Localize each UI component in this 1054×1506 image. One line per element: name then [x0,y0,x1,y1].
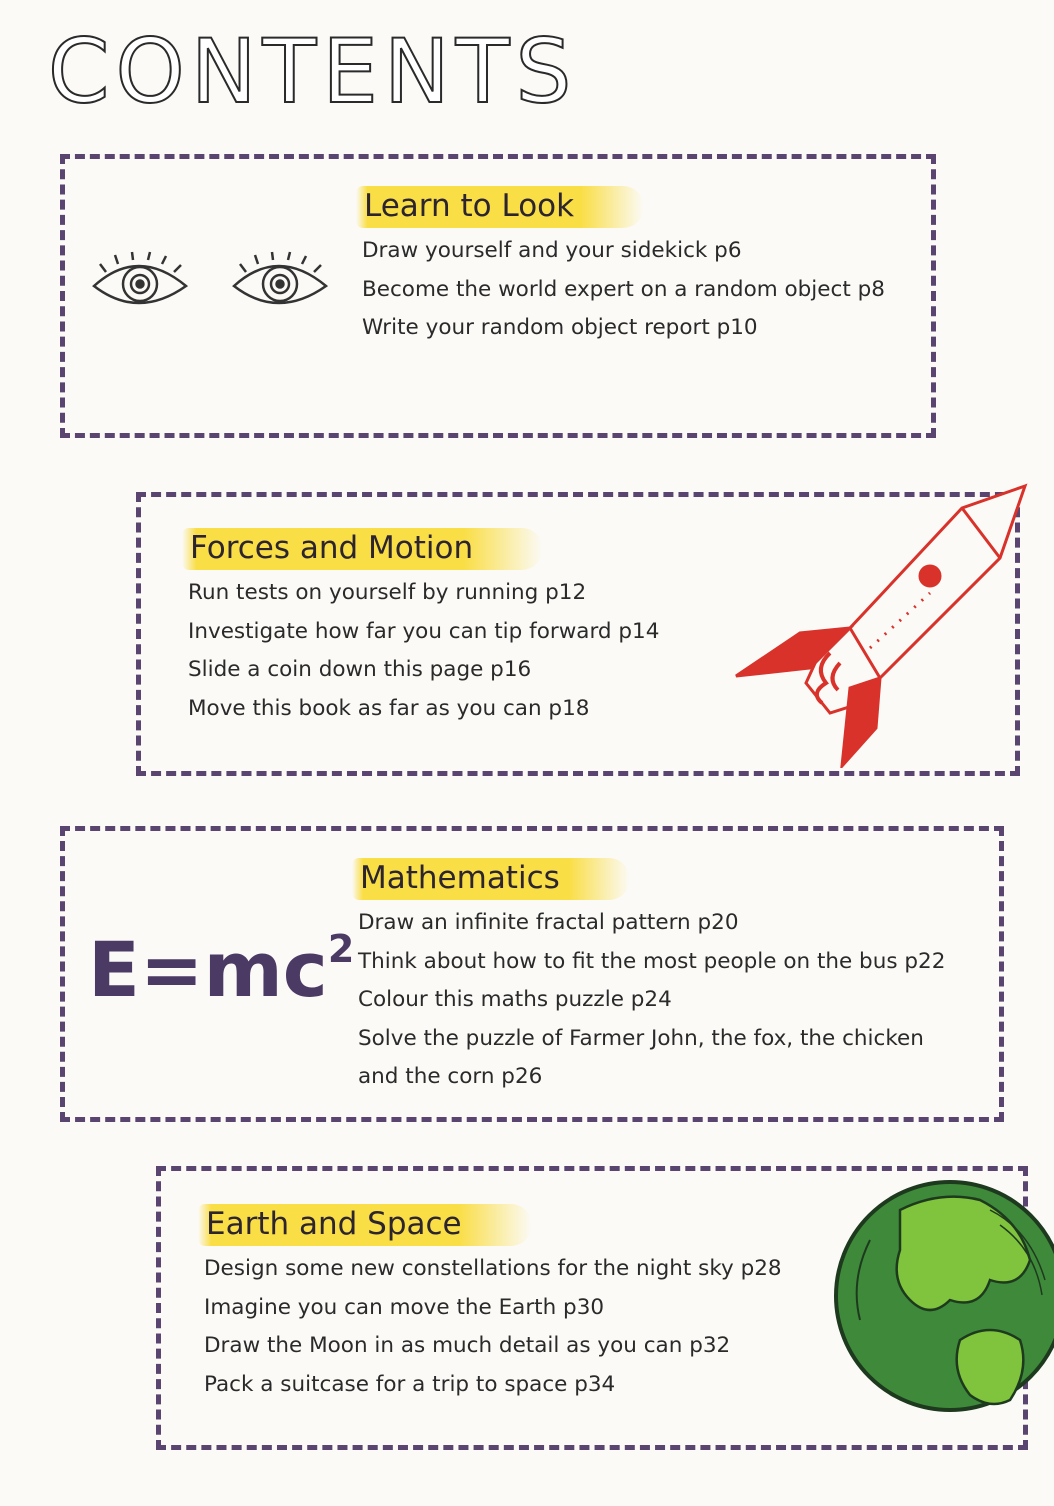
list-item: Solve the puzzle of Farmer John, the fox, the chicken [358,1025,924,1051]
list-item: and the corn p26 [358,1064,543,1089]
section-item-list [188,574,659,728]
rocket-illustration [730,478,1040,768]
list-item: Investigate how far you can tip forward p14 [188,618,660,644]
list-item: Design some new constellations for the night sky p28 [204,1256,782,1281]
section-heading: Learn to Look [356,186,644,228]
list-item: Pack a suitcase for a trip to space p34 [204,1371,616,1397]
section-learn-to-look [362,186,885,348]
section-item-list [204,1250,782,1404]
list-item: Move this book as far as you can p18 [188,695,590,721]
list-item: Run tests on yourself by running p12 [188,580,587,605]
eyes-icon [88,250,338,320]
section-mathematics [358,858,945,1097]
formula-base: E=mc [88,925,328,1014]
list-item: Draw yourself and your sidekick p6 [362,238,742,263]
section-item-list [358,904,945,1097]
list-item: Colour this maths puzzle p24 [358,987,672,1012]
section-item-list [362,232,885,348]
list-item: Become the world expert on a random object p8 [362,276,885,302]
list-item: Imagine you can move the Earth p30 [204,1294,605,1320]
formula-exponent: 2 [327,927,355,971]
section-forces-and-motion [188,528,659,728]
formula-emc2 [88,925,355,1014]
list-item: Draw an infinite fractal pattern p20 [358,910,739,935]
earth-illustration [830,1170,1054,1422]
list-item: Think about how to fit the most people on the bus p22 [358,948,946,974]
section-earth-and-space [204,1204,782,1404]
list-item: Draw the Moon in as much detail as you can p32 [204,1333,731,1358]
section-heading: Forces and Motion [182,528,543,570]
list-item: Write your random object report p10 [362,315,758,340]
page-title: CONTENTS [48,20,578,123]
section-heading: Earth and Space [198,1204,532,1246]
section-heading: Mathematics [352,858,630,900]
list-item: Slide a coin down this page p16 [188,657,532,682]
